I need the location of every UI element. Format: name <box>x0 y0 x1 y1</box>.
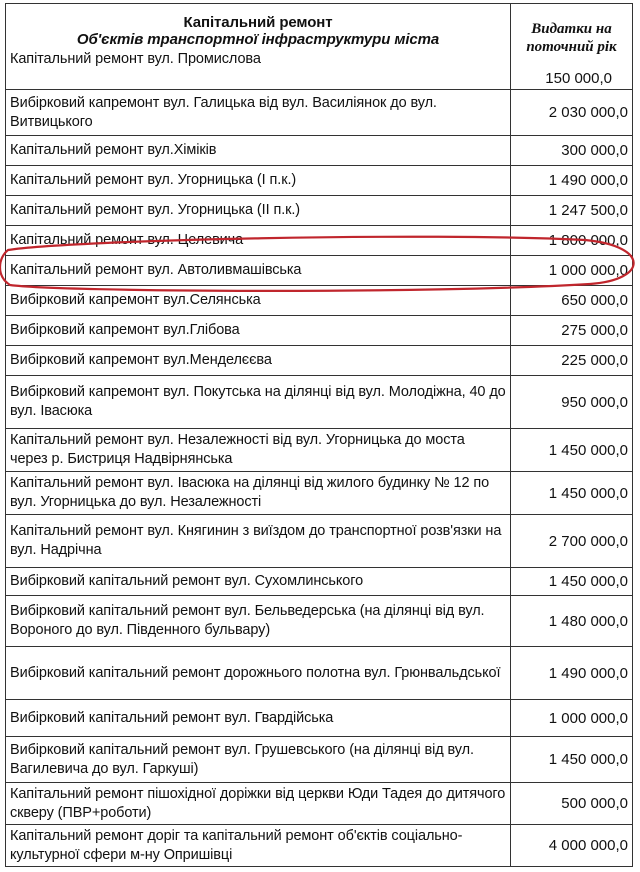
amount-header-line2: поточний рік <box>526 39 617 55</box>
table-row <box>6 596 633 647</box>
row-name: Вибірковий капітальний ремонт вул. Бельведерська (на ділянці від вул. Вороного до вул. Південного бульвару) <box>6 596 511 647</box>
table-row <box>6 825 633 867</box>
row-name: Капітальний ремонт вул. Целевича <box>6 226 511 256</box>
row-amount: 150 000,0 <box>545 70 612 87</box>
table-row <box>6 737 633 783</box>
row-amount: 275 000,0 <box>511 316 633 346</box>
row-name: Капітальний ремонт вул. Автоливмашівська <box>6 256 511 286</box>
row-name: Вибірковий капремонт вул. Покутська на ділянці від вул. Молодіжна, 40 до вул. Івасюка <box>6 376 511 429</box>
table-subtitle: Об'єктів транспортної інфраструктури міста <box>76 31 440 48</box>
row-amount: 300 000,0 <box>511 136 633 166</box>
table-row <box>6 429 633 472</box>
row-name: Вибірковий капремонт вул.Глібова <box>6 316 511 346</box>
table-row <box>6 783 633 825</box>
row-name: Капітальний ремонт вул. Угорницька (І п.к.) <box>6 166 511 196</box>
header-row <box>6 4 633 90</box>
table-row <box>6 90 633 136</box>
row-amount: 1 000 000,0 <box>511 700 633 737</box>
table-row-highlighted <box>6 256 633 286</box>
row-amount: 4 000 000,0 <box>511 825 633 867</box>
table-row <box>6 376 633 429</box>
row-amount: 2 030 000,0 <box>511 90 633 136</box>
table-row <box>6 226 633 256</box>
capital-repair-table <box>5 3 633 867</box>
row-name: Капітальний ремонт вул. Угорницька (ІІ п.к.) <box>6 196 511 226</box>
row-amount: 1 480 000,0 <box>511 596 633 647</box>
header-title-cell <box>6 4 511 90</box>
row-name: Капітальний ремонт доріг та капітальний ремонт об'єктів соціально-культурної сфери м-ну Опришівці <box>6 825 511 867</box>
row-amount: 1 247 500,0 <box>511 196 633 226</box>
row-amount: 1 450 000,0 <box>511 472 633 515</box>
row-name: Вибірковий капремонт вул.Селянська <box>6 286 511 316</box>
row-name: Капітальний ремонт вул. Промислова <box>10 51 261 67</box>
table-row <box>6 316 633 346</box>
row-name: Вибірковий капремонт вул. Галицька від вул. Василіянок до вул. Витвицького <box>6 90 511 136</box>
row-name: Капітальний ремонт вул.Хіміків <box>6 136 511 166</box>
table-row <box>6 196 633 226</box>
table-title: Капітальний ремонт <box>183 14 333 31</box>
table-row <box>6 286 633 316</box>
row-amount: 1 450 000,0 <box>511 429 633 472</box>
row-amount: 1 450 000,0 <box>511 737 633 783</box>
table-row <box>6 472 633 515</box>
amount-header-line1: Видатки на <box>531 21 612 37</box>
row-amount: 950 000,0 <box>511 376 633 429</box>
row-name: Капітальний ремонт вул. Княгинин з виїздом до транспортної розв'язки на вул. Надрічна <box>6 515 511 568</box>
row-name: Капітальний ремонт вул. Івасюка на ділянці від жилого будинку № 12 по вул. Угорницька до вул. Незалежності <box>6 472 511 515</box>
table-row <box>6 136 633 166</box>
row-amount: 2 700 000,0 <box>511 515 633 568</box>
row-amount: 1 450 000,0 <box>511 568 633 596</box>
table-row <box>6 346 633 376</box>
row-name: Капітальний ремонт пішохідної доріжки від церкви Юди Тадея до дитячого скверу (ПВР+роботи) <box>6 783 511 825</box>
table-row <box>6 568 633 596</box>
table-row <box>6 515 633 568</box>
row-amount: 1 490 000,0 <box>511 647 633 700</box>
table-row <box>6 166 633 196</box>
header-amount-cell <box>511 4 633 90</box>
row-name: Вибірковий капітальний ремонт вул. Грушевського (на ділянці від вул. Вагилевича до вул. Гаркуші) <box>6 737 511 783</box>
row-amount: 225 000,0 <box>511 346 633 376</box>
row-amount: 1 490 000,0 <box>511 166 633 196</box>
row-name: Вибірковий капремонт вул.Менделєєва <box>6 346 511 376</box>
row-amount: 650 000,0 <box>511 286 633 316</box>
table-row <box>6 700 633 737</box>
row-name: Вибірковий капітальний ремонт вул. Гвардійська <box>6 700 511 737</box>
row-name: Капітальний ремонт вул. Незалежності від вул. Угорницька до моста через р. Бистриця Надвірнянська <box>6 429 511 472</box>
row-name: Вибірковий капітальний ремонт дорожнього полотна вул. Грюнвальдської <box>6 647 511 700</box>
row-amount: 1 000 000,0 <box>511 256 633 286</box>
row-amount: 500 000,0 <box>511 783 633 825</box>
table-row <box>6 647 633 700</box>
row-amount: 1 800 000,0 <box>511 226 633 256</box>
row-name: Вибірковий капітальний ремонт вул. Сухомлинського <box>6 568 511 596</box>
